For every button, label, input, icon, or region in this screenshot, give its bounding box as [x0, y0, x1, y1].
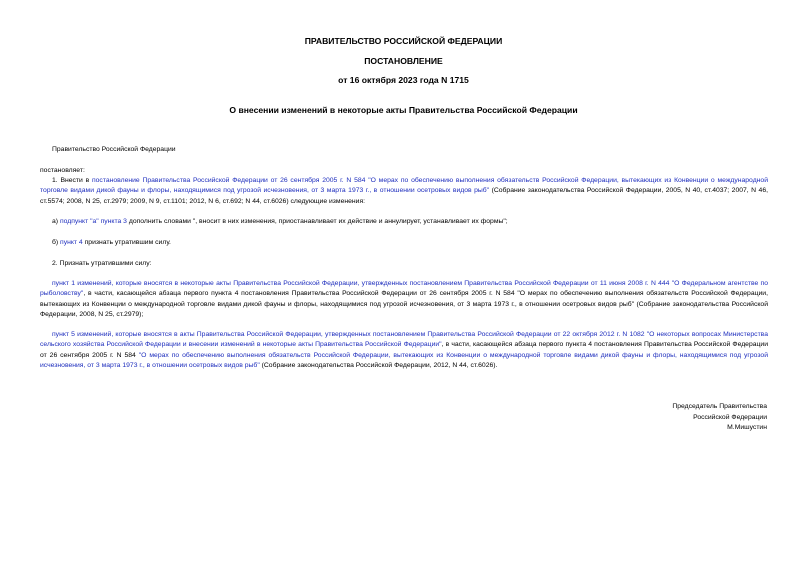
subitem-b-paragraph: [40, 238, 768, 248]
preamble: Правительство Российской Федерации: [52, 146, 176, 153]
subitem-a-paragraph: [40, 217, 768, 227]
repeal-1-tail: , в части, касающейся абзаца первого пункта 4 постановления Правительства Российской Федерации от 26 сентября 2005 г. N 584 "О мерах по обеспечению выполнения обязательств Российской Федерации, вытекающих из Конвенции о международной торговле видами дикой фауны и флоры, находящимися под угрозой исчезновения, от 3 марта 1973 г., в отношении осетровых видов рыб" (Собрание законодательства Российской Федерации, 2008, N 25, ст.2979);: [40, 290, 768, 319]
signature-title-line-1: Председатель Правительства: [672, 403, 767, 410]
repeal-2-paragraph: [40, 330, 768, 372]
subitem-a-tail: дополнить словами ", вносит в них изменения, приостанавливает их действие и аннулирует, устанавливает их формы";: [126, 218, 508, 225]
document-date-number: от 16 октября 2023 года N 1715: [338, 75, 469, 85]
repeal-1-link[interactable]: пункт 1 изменений, которые вносятся в некоторые акты Правительства Российской Федерации, утвержденных постановлением Правительства Российской Федерации от 11 июня 2008 г. N 444 "О Федеральном агентстве по рыболовству": [40, 280, 768, 298]
document-type: ПОСТАНОВЛЕНИЕ: [364, 56, 443, 66]
repeal-2-link[interactable]: пункт 5 изменений, которые вносятся в акты Правительства Российской Федерации, утвержденных постановлением Правительства Российской Федерации от 22 октября 2012 г. N 1082 "О некоторых вопросах Министерства сельского хозяйства Российской Федерации и внесении изменений в некоторые акты Правительства Российской Федерации": [40, 331, 768, 349]
subitem-a-link[interactable]: подпункт "а" пункта 3: [59, 218, 127, 225]
decides: постановляет:: [40, 167, 85, 174]
subitem-b-tail: признать утратившим силу.: [82, 239, 171, 246]
repeal-2-tail-1: , в части, касающейся абзаца первого пункта 4 постановления Правительства Российской Федерации от 26 сентября 2005 г. N 584: [40, 341, 768, 359]
item-1-tail: (Собрание законодательства Российской Федерации, 2005, N 40, ст.4037; 2007, N 46, ст.5574; 2008, N 25, ст.2979; 2009, N 9, ст.1101; 2012, N 6, ст.692; N 44, ст.6026) следующие изменения:: [40, 187, 768, 205]
signature-block: [672, 402, 767, 434]
item-1-link[interactable]: постановление Правительства Российской Федерации от 26 сентября 2005 г. N 584 "О мерах по обеспечению выполнения обязательств Российской Федерации, вытекающих из Конвенции о международной торговле видами дикой фауны и флоры, находящимися под угрозой исчезновения, от 3 марта 1973 г., в отношении осетровых видов рыб": [40, 177, 768, 195]
repeal-2-link-2[interactable]: "О мерах по обеспечению выполнения обязательств Российской Федерации, вытекающих из Конвенции о международной торговле видами дикой фауны и флоры, находящимися под угрозой исчезновения, от 3 марта 1973 г., в отношении осетровых видов рыб": [40, 351, 768, 370]
item-2-paragraph: 2. Признать утратившими силу:: [52, 260, 152, 267]
subitem-a-lead: а): [52, 218, 60, 225]
repeal-2-tail-2: (Собрание законодательства Российской Федерации, 2012, N 44, ст.6026).: [259, 362, 498, 370]
item-1-paragraph: [40, 176, 768, 207]
signature-title-line-2: Российской Федерации: [693, 413, 767, 421]
subitem-b-lead: б): [52, 239, 61, 246]
item-1-lead: 1. Внести в: [52, 177, 92, 184]
subitem-b-link[interactable]: пункт 4: [60, 239, 83, 246]
repeal-1-paragraph: [40, 279, 768, 321]
signature-name: М.Мишустин: [727, 424, 767, 432]
document-title: О внесении изменений в некоторые акты Правительства Российской Федерации: [229, 105, 578, 115]
government-heading: ПРАВИТЕЛЬСТВО РОССИЙСКОЙ ФЕДЕРАЦИИ: [304, 36, 503, 46]
